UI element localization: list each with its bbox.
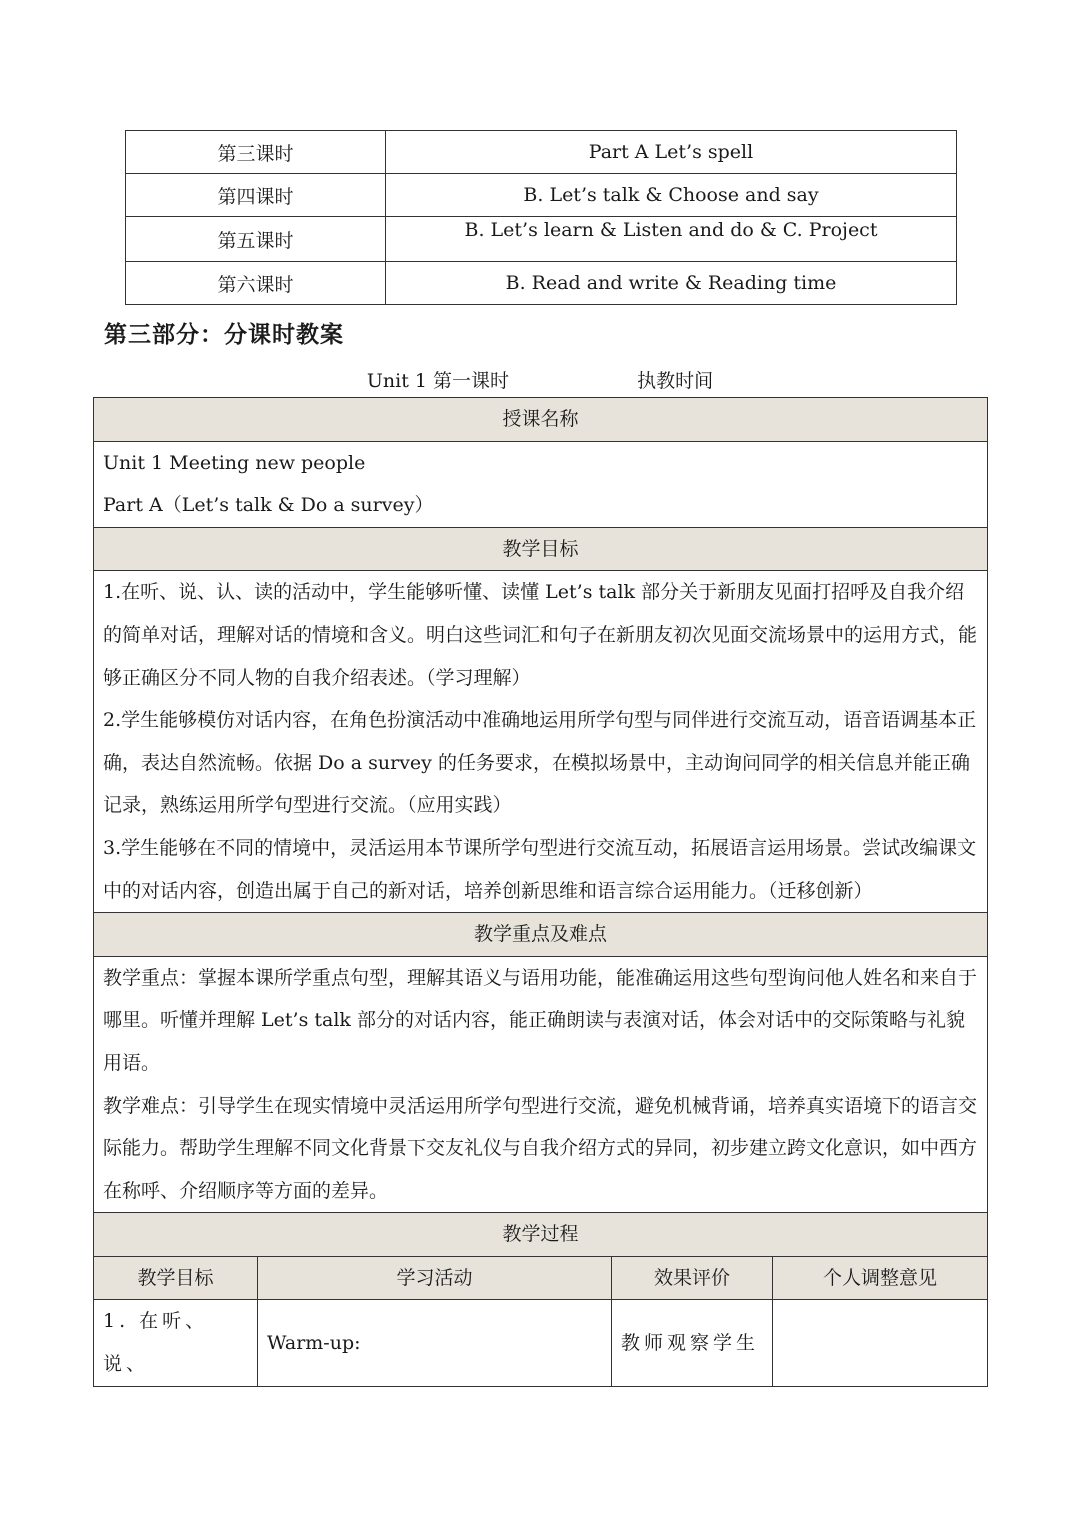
content-cell: B. Let’s talk & Choose and say bbox=[386, 174, 957, 217]
process-activity-cell: Warm-up: bbox=[258, 1300, 612, 1386]
time-label: 执教时间 bbox=[637, 370, 714, 392]
course-name-line: Part A（Let’s talk & Do a survey） bbox=[103, 494, 434, 517]
schedule-row bbox=[126, 217, 957, 262]
keypoints-header: 教学重点及难点 bbox=[94, 913, 988, 957]
content-cell: B. Let’s learn & Listen and do & C. Project bbox=[386, 217, 957, 262]
section-heading: 第三部分：分课时教案 bbox=[104, 322, 344, 348]
process-adjustment-cell bbox=[773, 1300, 988, 1386]
process-header: 教学过程 bbox=[94, 1213, 988, 1257]
process-column-header: 效果评价 bbox=[612, 1256, 773, 1300]
schedule-row bbox=[126, 262, 957, 305]
objective-paragraph: 2.学生能够模仿对话内容，在角色扮演活动中准确地运用所学句型与同伴进行交流互动，语音语调基本正确，表达自然流畅。依据 Do a survey 的任务要求，在模拟场景中，主动询问同学的相关信息并能正确记录，熟练运用所学句型进行交流。（应用实践） bbox=[103, 709, 977, 817]
session-cell: 第五课时 bbox=[126, 217, 386, 262]
keypoint-paragraph: 教学重点：掌握本课所学重点句型，理解其语义与语用功能，能准确运用这些句型询问他人姓名和来自于哪里。听懂并理解 Let’s talk 部分的对话内容，能正确朗读与表演对话，体会对话中的交际策略与礼貌用语。 bbox=[103, 966, 978, 1074]
process-column-header: 学习活动 bbox=[258, 1256, 612, 1300]
course-name-header: 授课名称 bbox=[94, 398, 988, 442]
unit-label: Unit 1 第一课时 bbox=[366, 370, 510, 392]
session-cell: 第四课时 bbox=[126, 174, 386, 217]
process-objective-cell: 1. 在听、说、 bbox=[94, 1300, 258, 1386]
objectives-cell bbox=[94, 571, 988, 913]
session-cell: 第六课时 bbox=[126, 262, 386, 305]
schedule-row bbox=[126, 174, 957, 217]
unit-line bbox=[0, 366, 1080, 393]
lesson-plan-table bbox=[93, 397, 988, 1387]
content-cell: B. Read and write & Reading time bbox=[386, 262, 957, 305]
session-cell: 第三课时 bbox=[126, 131, 386, 174]
course-name-cell bbox=[94, 441, 988, 527]
schedule-row bbox=[126, 131, 957, 174]
process-row bbox=[94, 1300, 988, 1386]
content-cell: Part A Let’s spell bbox=[386, 131, 957, 174]
process-column-headers bbox=[94, 1256, 988, 1300]
process-column-header: 个人调整意见 bbox=[773, 1256, 988, 1300]
objectives-header: 教学目标 bbox=[94, 527, 988, 571]
objective-paragraph: 3.学生能够在不同的情境中，灵活运用本节课所学句型进行交流互动，拓展语言运用场景。尝试改编课文中的对话内容，创造出属于自己的新对话，培养创新思维和语言综合运用能力。（迁移创新） bbox=[103, 836, 977, 902]
objective-paragraph: 1.在听、说、认、读的活动中，学生能够听懂、读懂 Let’s talk 部分关于新朋友见面打招呼及自我介绍的简单对话，理解对话的情境和含义。明白这些词汇和句子在新朋友初次见面交流场景中的运用方式，能够正确区分不同人物的自我介绍表述。（学习理解） bbox=[103, 581, 978, 689]
schedule-table bbox=[125, 130, 957, 305]
keypoint-paragraph: 教学难点：引导学生在现实情境中灵活运用所学句型进行交流，避免机械背诵，培养真实语境下的语言交际能力。帮助学生理解不同文化背景下交友礼仪与自我介绍方式的异同，初步建立跨文化意识，如中西方在称呼、介绍顺序等方面的差异。 bbox=[103, 1094, 978, 1202]
course-name-line: Unit 1 Meeting new people bbox=[103, 451, 366, 474]
process-column-header: 教学目标 bbox=[94, 1256, 258, 1300]
process-evaluation-cell: 教师观察学生 bbox=[612, 1300, 773, 1386]
keypoints-cell bbox=[94, 956, 988, 1213]
